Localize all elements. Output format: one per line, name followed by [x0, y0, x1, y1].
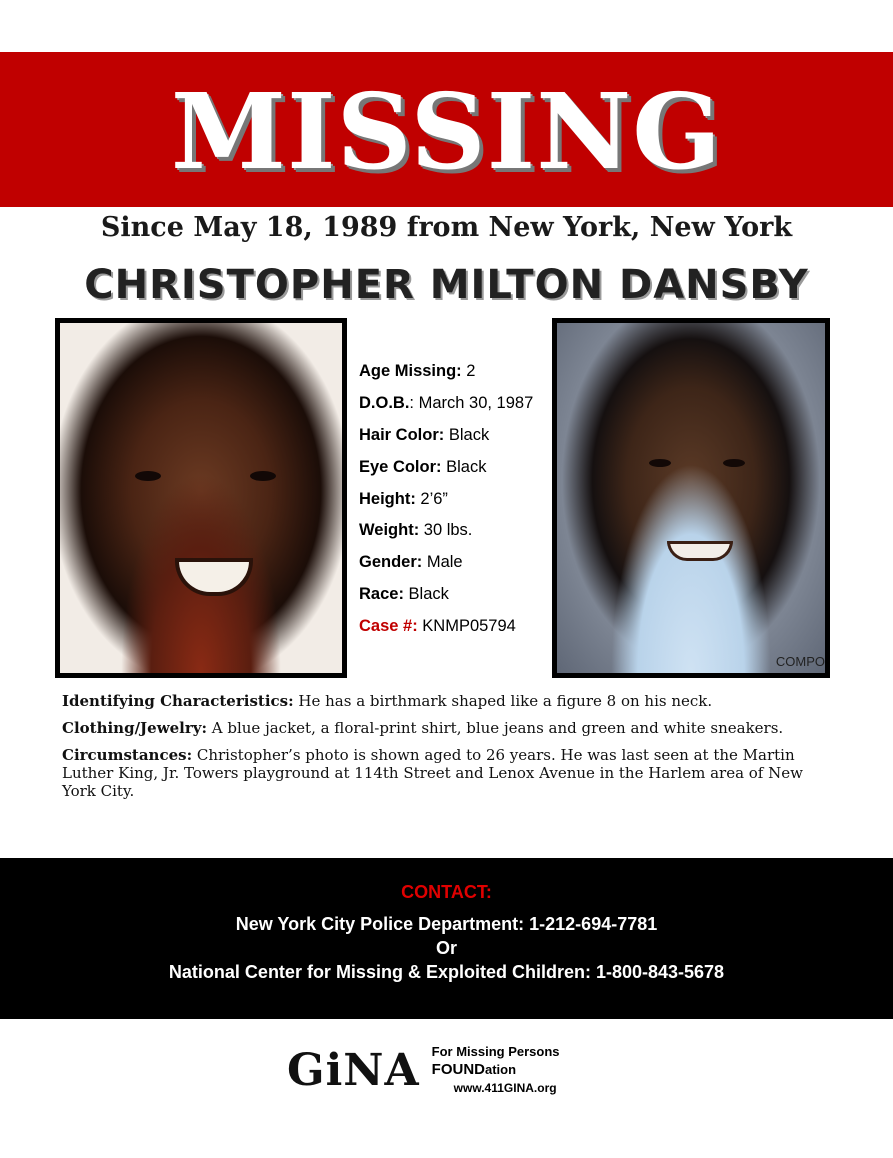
contact-or: Or	[435, 938, 457, 958]
contact-title: CONTACT:	[401, 882, 492, 902]
detail-value: Male	[422, 553, 463, 572]
child-right-eye	[250, 471, 276, 481]
child-photo	[55, 318, 347, 678]
contact-ncmec: National Center for Missing & Exploited Children: 1-800-843-5678	[168, 962, 725, 982]
detail-eye-color	[359, 456, 549, 488]
clothing-text: A blue jacket, a floral-print shirt, blue jeans and green and white sneakers.	[207, 719, 784, 737]
contact-police: New York City Police Department: 1-212-694-7781	[235, 914, 658, 934]
adult-smile	[667, 541, 733, 561]
missing-banner	[0, 52, 893, 207]
detail-height	[359, 488, 549, 520]
detail-value: Black	[441, 457, 487, 476]
detail-value: 2	[461, 362, 476, 380]
child-left-eye	[135, 471, 161, 481]
tagline-suffix: ation	[484, 1062, 517, 1077]
detail-label: Height:	[359, 489, 416, 508]
contact-section	[0, 858, 893, 1019]
detail-label: D.O.B.	[359, 393, 410, 412]
identifying-label: Identifying Characteristics:	[62, 692, 294, 710]
detail-race	[359, 583, 549, 615]
detail-label: Weight:	[359, 521, 420, 540]
child-smile	[175, 558, 253, 596]
gina-tagline-block	[432, 1043, 627, 1097]
detail-value: : March 30, 1987	[409, 393, 534, 412]
detail-hair-color	[359, 424, 549, 456]
detail-label: Hair Color:	[359, 425, 445, 444]
detail-weight	[359, 519, 549, 551]
details-list	[359, 360, 549, 647]
circumstances	[62, 746, 832, 800]
detail-value: KNMP05794	[417, 617, 516, 636]
detail-case-number	[359, 615, 549, 647]
description-section	[62, 692, 832, 809]
adult-right-eye	[723, 459, 745, 467]
missing-since-line: Since May 18, 1989 from New York, New York	[100, 212, 793, 243]
detail-label: Race:	[359, 585, 404, 604]
detail-value: 30 lbs.	[419, 521, 473, 540]
banner-title: MISSING	[170, 69, 723, 193]
detail-age-missing	[359, 360, 549, 392]
circumstances-label: Circumstances:	[62, 746, 193, 764]
detail-label: Case #:	[359, 617, 418, 636]
gina-footer	[287, 1045, 627, 1095]
detail-gender	[359, 551, 549, 583]
tagline-found: FOUND	[431, 1061, 485, 1078]
gina-tagline	[432, 1043, 627, 1079]
detail-value: Black	[403, 585, 449, 604]
circumstances-text: Christopher’s photo is shown aged to 26 years. He was last seen at the Martin Luther King, Jr. Towers playground at 114th Street and Lenox Avenue in the Harlem area of New York City.	[62, 746, 803, 800]
detail-dob	[359, 392, 549, 424]
identifying-text: He has a birthmark shaped like a figure 8 on his neck.	[293, 692, 713, 710]
detail-label: Eye Color:	[359, 457, 442, 476]
identifying-characteristics	[62, 692, 832, 710]
age-progressed-photo	[552, 318, 830, 678]
detail-label: Age Missing:	[359, 362, 462, 380]
missing-person-name: CHRISTOPHER MILTON DANSBY	[84, 262, 809, 308]
detail-value: Black	[444, 425, 490, 444]
tagline-prefix: For Missing Persons	[431, 1044, 560, 1059]
detail-value: 2’6”	[415, 489, 448, 508]
gina-logo: GiNA	[287, 1044, 420, 1096]
adult-left-eye	[649, 459, 671, 467]
clothing-label: Clothing/Jewelry:	[62, 719, 207, 737]
gina-url: www.411GINA.org	[453, 1081, 557, 1095]
detail-label: Gender:	[359, 553, 423, 572]
aged-photo-label: COMPO	[775, 654, 825, 669]
clothing-jewelry	[62, 719, 832, 737]
